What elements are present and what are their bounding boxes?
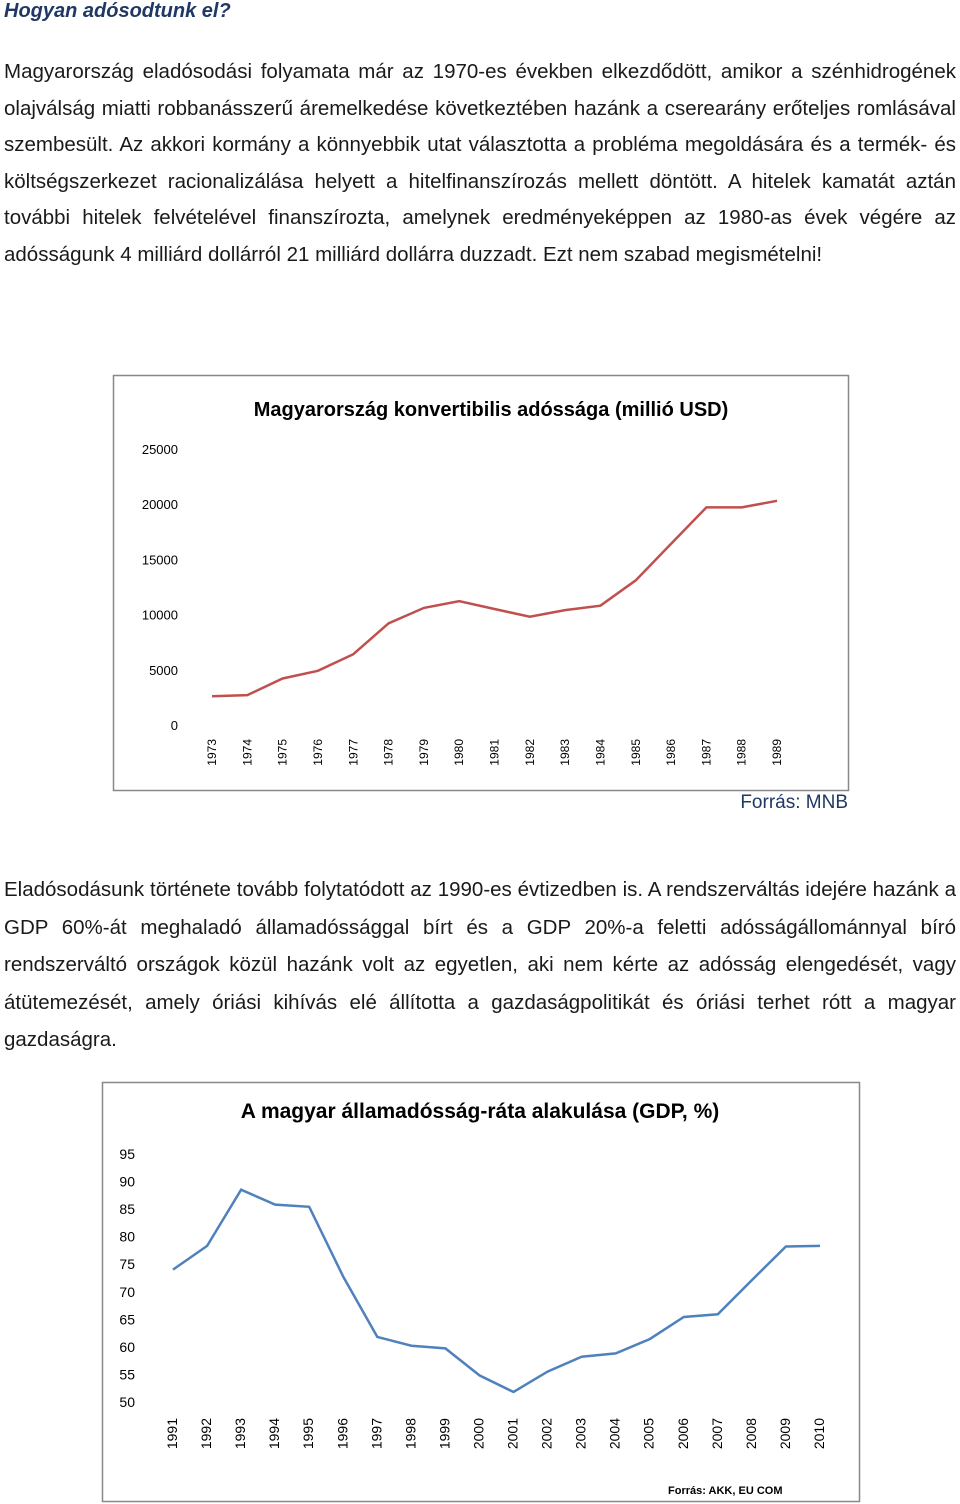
c2-xtick-label: 1995 bbox=[300, 1418, 317, 1450]
c2-ytick-label: 65 bbox=[119, 1311, 135, 1328]
c1-xtick-label: 1978 bbox=[381, 739, 396, 766]
c1-xtick-label: 1988 bbox=[734, 739, 749, 766]
c1-xtick-label: 1977 bbox=[346, 739, 361, 766]
c2-ytick-label: 55 bbox=[119, 1366, 135, 1383]
c2-xtick-label: 2000 bbox=[470, 1418, 487, 1450]
intro-paragraph: Magyarország eladósodási folyamata már az 1970-es években elkezdődött, amikor a szénhidrogének olajválság miatti robbanásszerű áremelkedése következtében hazánk a cserearány erőteljes romlásával szembesült. Az akkori kormány a könnyebbik utat választotta a probléma megoldására és a termék- és költségszerkezet racionalizálása helyett a hitelfinanszírozás mellett döntött. A hitelek kamatát aztán további hitelek felvételével finanszírozta, amelynek eredményeképpen az 1980-as évek végére az adósságunk 4 milliárd dollárról 21 milliárd dollárra duzzadt. Ezt nem szabad megismételni! bbox=[4, 60, 956, 266]
c2-ytick-label: 85 bbox=[119, 1201, 135, 1218]
c1-xtick-label: 1980 bbox=[452, 739, 467, 766]
c2-ytick-label: 90 bbox=[119, 1173, 135, 1190]
c1-xtick-label: 1983 bbox=[558, 739, 573, 766]
c1-ytick-label: 20000 bbox=[141, 497, 178, 513]
c1-xtick-label: 1979 bbox=[416, 739, 431, 766]
c1-ytick-label: 25000 bbox=[141, 442, 178, 457]
debt-usd-chart bbox=[113, 375, 849, 791]
c1-xtick-label: 1975 bbox=[275, 739, 290, 766]
c1-xtick-label: 1982 bbox=[522, 739, 537, 766]
chart1-title: Magyarország konvertibilis adóssága (millió USD) bbox=[253, 399, 729, 421]
c2-xtick-label: 2002 bbox=[538, 1418, 555, 1450]
c1-xtick-label: 1973 bbox=[205, 739, 219, 766]
debt-gdp-chart bbox=[102, 1082, 860, 1502]
c2-ytick-label: 70 bbox=[119, 1283, 135, 1300]
c1-ytick-label: 10000 bbox=[141, 607, 178, 623]
c1-xtick-label: 1974 bbox=[240, 739, 255, 766]
c2-xtick-label: 2007 bbox=[708, 1418, 725, 1450]
chart2-title: A magyar államadósság-ráta alakulása (GDP, %) bbox=[240, 1100, 720, 1123]
c2-ytick-label: 50 bbox=[119, 1394, 135, 1410]
c2-xtick-label: 2009 bbox=[776, 1418, 793, 1450]
c2-xtick-label: 1996 bbox=[334, 1418, 351, 1450]
c2-ytick-label: 95 bbox=[119, 1146, 135, 1162]
history-paragraph: Eladósodásunk története tovább folytatódott az 1990-es évtizedben is. A rendszerváltás idejére hazánk a GDP 60%-át meghaladó államadóssággal bírt és a GDP 20%-a feletti adósságállománnyal bíró rendszerváltó országok közül hazánk volt az egyetlen, aki nem kérte az adósság elengedését, vagy átütemezését, amely óriási kihívás elé állította a gazdaságpolitikát és óriási terhet rótt a magyar gazdaságra. bbox=[4, 878, 956, 1051]
c2-xtick-label: 2004 bbox=[606, 1418, 623, 1450]
c1-xtick-label: 1987 bbox=[699, 739, 714, 766]
c1-ytick-label: 5000 bbox=[149, 662, 178, 678]
c2-xtick-label: 1994 bbox=[266, 1418, 283, 1450]
c1-xtick-label: 1986 bbox=[664, 739, 679, 766]
c1-xtick-label: 1976 bbox=[310, 739, 325, 766]
c2-xtick-label: 1993 bbox=[232, 1418, 249, 1450]
chart2-source: Forrás: AKK, EU COM bbox=[668, 1485, 783, 1497]
c2-xtick-label: 2008 bbox=[742, 1418, 759, 1450]
c2-xtick-label: 1997 bbox=[368, 1418, 385, 1450]
c2-xtick-label: 2010 bbox=[811, 1418, 827, 1450]
chart1-frame bbox=[114, 376, 849, 791]
c2-xtick-label: 1992 bbox=[198, 1418, 215, 1450]
c2-xtick-label: 1998 bbox=[402, 1418, 419, 1450]
c1-ytick-label: 15000 bbox=[141, 552, 178, 568]
c2-xtick-label: 2003 bbox=[572, 1418, 589, 1450]
c1-xtick-label: 1984 bbox=[593, 739, 608, 766]
c2-xtick-label: 2006 bbox=[674, 1418, 691, 1450]
c2-ytick-label: 75 bbox=[119, 1256, 135, 1273]
c2-xtick-label: 2001 bbox=[504, 1418, 521, 1450]
c2-xtick-label: 1999 bbox=[436, 1418, 453, 1450]
c2-ytick-label: 60 bbox=[119, 1338, 135, 1355]
page-heading: Hogyan adósodtunk el? bbox=[4, 0, 231, 22]
c1-ytick-label: 0 bbox=[170, 718, 178, 733]
c2-ytick-label: 80 bbox=[119, 1228, 135, 1245]
c1-xtick-label: 1989 bbox=[770, 739, 784, 766]
c1-xtick-label: 1981 bbox=[487, 739, 502, 766]
c2-xtick-label: 1991 bbox=[164, 1418, 180, 1450]
chart1-source: Forrás: MNB bbox=[740, 792, 848, 813]
c2-xtick-label: 2005 bbox=[640, 1418, 657, 1450]
c1-xtick-label: 1985 bbox=[628, 739, 643, 766]
